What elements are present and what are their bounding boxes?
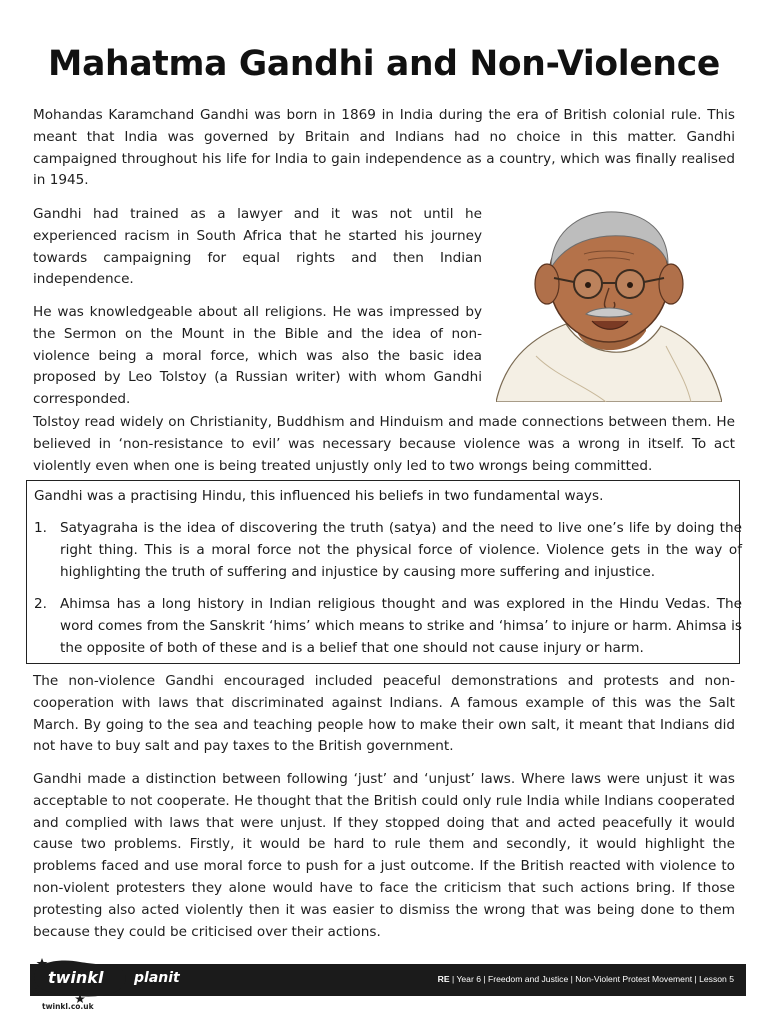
tolstoy-paragraph: Tolstoy read widely on Christianity, Buddhism and Hinduism and made connections between them. He believed in ‘non-resistance to evil’ was necessary because violence was a wrong in itself. To act violently even when one is being treated unjustly only led to two wrongs being committed. (33, 414, 735, 474)
lawyer-paragraph: Gandhi had trained as a lawyer and it was not until he experienced racism in South Africa that he started his journey towards campaigning for equal rights and then Indian independence. (33, 206, 482, 288)
site-url: twinkl.co.uk (42, 1002, 94, 1011)
just-laws-paragraph: Gandhi made a distinction between following ‘just’ and ‘unjust’ laws. Where laws were unjust it was acceptable to not cooperate. He thought that the British could only rule India while Indians cooperated and complied with laws that were unjust. If they stopped doing that and acted peacefully it would cause two problems. Firstly, it would be hard to rule them and secondly, it would highlight the problems faced and use moral force to push for a just outcome. If the British reacted with violence to non-violent protesters they alone would have to face the criticism that such actions bring. If those protesting also acted violently then it was easier to dismiss the wrong that was being done to them because they could be criticised over their actions. (33, 771, 735, 940)
list-number: 2. (34, 596, 47, 612)
box-intro: Gandhi was a practising Hindu, this influenced his beliefs in two fundamental ways. (34, 488, 604, 504)
subject-label: RE (437, 974, 450, 984)
list-text: Satyagraha is the idea of discovering the truth (satya) and the need to live one’s life by doing the right thing. This is a moral force not the physical force of violence. Violence gets in the way of highlighting the truth of suffering and injustice by causing more suffering and injustice. (60, 520, 742, 580)
list-number: 1. (34, 520, 47, 536)
page-title: Mahatma Gandhi and Non-Violence (48, 44, 720, 84)
intro-paragraph: Mohandas Karamchand Gandhi was born in 1869 in India during the era of British colonial rule. This meant that India was governed by Britain and Indians had no choice in this matter. Gandhi campaigned throughout his life for India to gain independence as a country, which was finally realised in 1945. (33, 107, 735, 189)
hindu-beliefs-box (26, 480, 740, 664)
breadcrumb (438, 974, 734, 984)
gandhi-portrait-illustration (496, 206, 722, 402)
list-text: Ahimsa has a long history in Indian religious thought and was explored in the Hindu Vedas. The word comes from the Sanskrit ‘hims’ which means to strike and ‘himsa’ to injure or harm. Ahimsa is the opposite of both of these and is a belief that one should not cause injury or harm. (60, 596, 742, 656)
breadcrumb-trail: | Year 6 | Freedom and Justice | Non-Violent Protest Movement | Lesson 5 (451, 974, 734, 984)
brand-logo-text: twinkl (48, 968, 104, 987)
religions-paragraph: He was knowledgeable about all religions. He was impressed by the Sermon on the Mount in the Bible and the idea of non-violence being a moral force, which was also the basic idea proposed by Leo Tolstoy (a Russian writer) with whom Gandhi corresponded. (33, 304, 482, 408)
salt-march-paragraph: The non-violence Gandhi encouraged included peaceful demonstrations and protests and non-cooperation with laws that discriminated against Indians. A famous example of this was the Salt March. By going to the sea and teaching people how to make their own salt, it meant that Indians did not have to buy salt and pay taxes to the British government. (33, 673, 735, 755)
sub-brand-text: planit (134, 970, 180, 986)
